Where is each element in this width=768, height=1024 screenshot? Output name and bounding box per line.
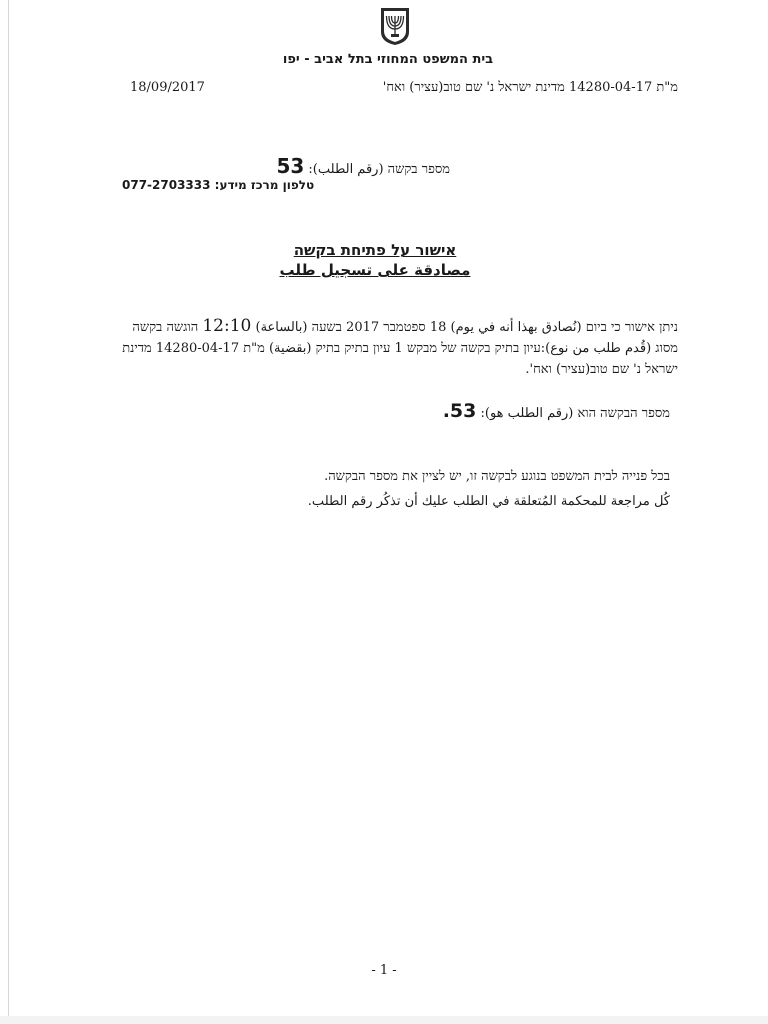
scan-edge — [8, 0, 9, 1024]
page-number: - 1 - — [371, 963, 397, 978]
confirmation-text-2: הוגשה בקשה מסוג (قُدم طلب من نوع):עיון בתיק בקשה של מבקש 1 עיון בתיק בתיק (بقضية) מ"ת 14280-04-17 מדינת ישראל נ' שם טוב(עציר) ואח'. — [122, 320, 678, 377]
request-number-value: 53 — [276, 154, 305, 178]
submission-time: 12:10 — [202, 316, 252, 336]
state-emblem-icon — [379, 6, 411, 46]
confirmation-paragraph — [118, 316, 678, 380]
scan-edge-bottom — [0, 1016, 768, 1024]
case-reference: מ"ת 14280-04-17 מדינת ישראל נ' שם טוב(עציר) ואח' — [382, 80, 678, 95]
request-number-label: מספר בקשה (رقم الطلب): — [308, 162, 450, 177]
title-arabic: مصادقة على تسجيل طلب — [279, 261, 471, 279]
request-summary-label: מספר הבקשה הוא (رقم الطلب هو): — [480, 406, 670, 421]
document-title — [240, 240, 510, 280]
request-summary — [443, 400, 670, 422]
request-number-line — [276, 154, 450, 178]
notice-arabic: كُل مراجعة للمحكمة المُتعلقة في الطلب عليك أن تذكُر رقم الطلب. — [307, 494, 670, 509]
request-summary-number: 53. — [442, 400, 477, 422]
notice-hebrew: בכל פנייה לבית המשפט בנוגע לבקשה זו, יש לציין את מספר הבקשה. — [324, 469, 670, 484]
confirmation-text-1: ניתן אישור כי ביום (نُصادق بهذا أنه في يوم) 18 ספטמבר 2017 בשעה (بالساعة) — [255, 320, 678, 335]
document-date: 18/09/2017 — [130, 80, 205, 95]
court-name: בית המשפט המחוזי בתל אביב - יפו — [282, 52, 494, 67]
title-hebrew: אישור על פתיחת בקשה — [293, 241, 457, 259]
info-center-phone: טלפון מרכז מידע: 077-2703333 — [122, 178, 315, 192]
